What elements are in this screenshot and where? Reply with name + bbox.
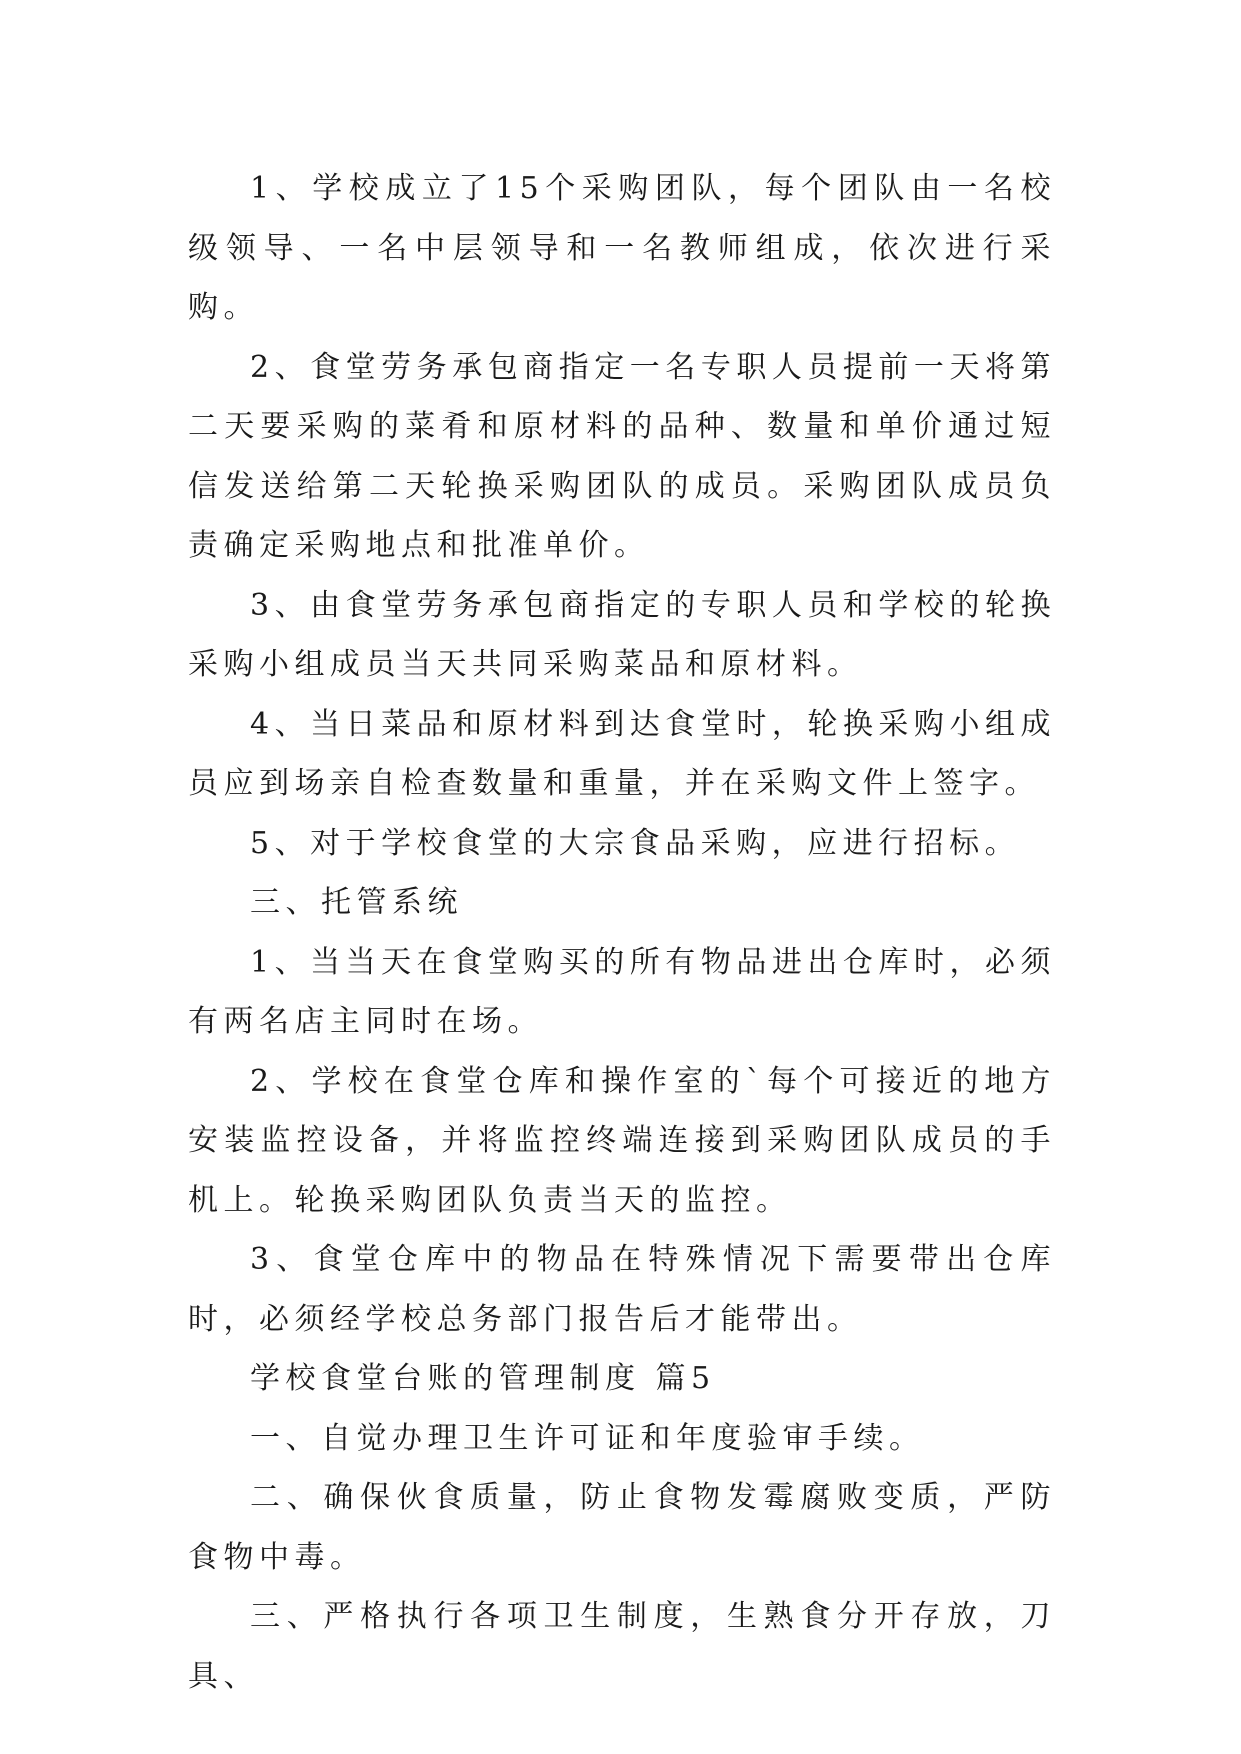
document-body [188,159,1056,1706]
paragraph-special-removal: 3、食堂仓库中的物品在特殊情况下需要带出仓库时，必须经学校总务部门报告后才能带出。 [188,1242,1056,1337]
paragraph-monitoring-equipment: 2、学校在食堂仓库和操作室的`每个可接近的地方安装监控设备，并将监控终端连接到采购团队成员的手机上。轮换采购团队负责当天的监控。 [188,1063,1056,1218]
paragraph-hygiene-rules: 三、严格执行各项卫生制度，生熟食分开存放，刀具、 [188,1599,1056,1694]
paragraph-food-quality: 二、确保伙食质量，防止食物发霉腐败变质，严防食物中毒。 [188,1480,1056,1575]
paragraph-procurement-teams: 1、学校成立了15个采购团队，每个团队由一名校级领导、一名中层领导和一名教师组成，依次进行采购。 [188,171,1056,325]
paragraph-joint-purchase: 3、由食堂劳务承包商指定的专职人员和学校的轮换采购小组成员当天共同采购菜品和原材料。 [188,587,1056,682]
paragraph-arrival-check: 4、当日菜品和原材料到达食堂时，轮换采购小组成员应到场亲自检查数量和重量，并在采购文件上签字。 [188,706,1056,801]
article-title-part-5: 学校食堂台账的管理制度 篇5 [250,1361,716,1396]
paragraph-health-permit: 一、自觉办理卫生许可证和年度验审手续。 [250,1420,925,1456]
paragraph-bulk-tender: 5、对于学校食堂的大宗食品采购，应进行招标。 [250,825,1021,861]
paragraph-contractor-sms: 2、食堂劳务承包商指定一名专职人员提前一天将第二天要采购的菜肴和原材料的品种、数量和单价通过短信发送给第二天轮换采购团队的成员。采购团队成员负责确定采购地点和批准单价。 [188,349,1056,563]
section-heading-custody-system: 三、托管系统 [250,885,463,920]
paragraph-warehouse-presence: 1、当当天在食堂购买的所有物品进出仓库时，必须有两名店主同时在场。 [188,944,1056,1039]
